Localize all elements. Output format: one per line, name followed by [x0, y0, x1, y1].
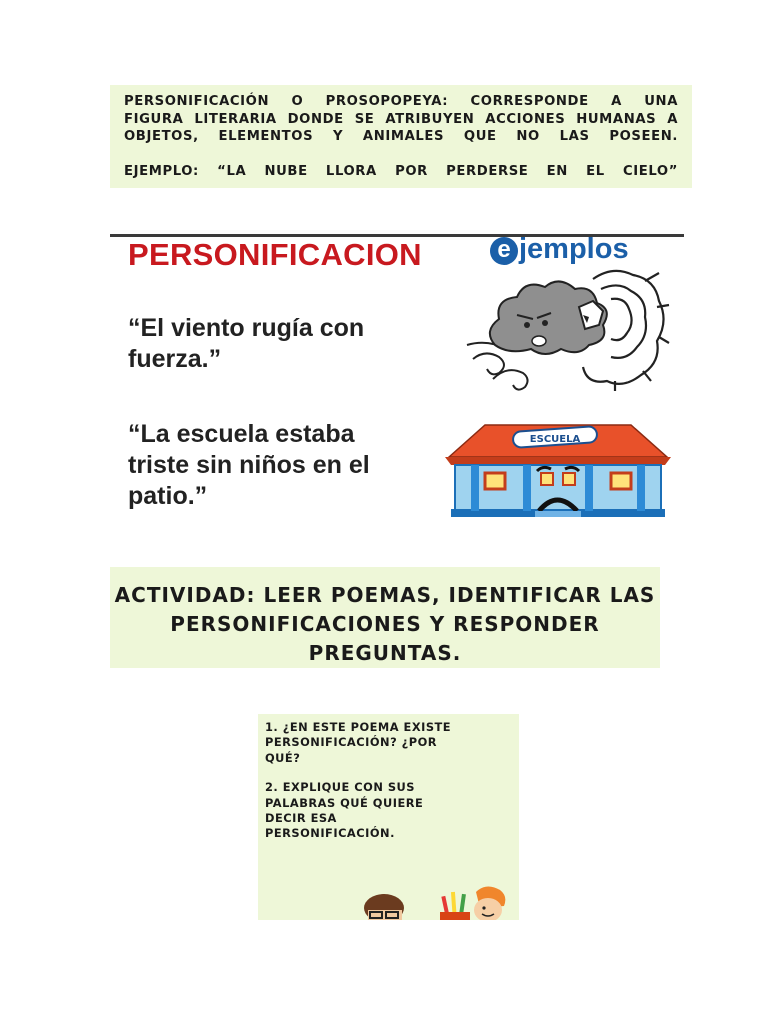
- quote-school: [128, 419, 458, 512]
- question-2-line-1: 2. EXPLIQUE CON SUS: [265, 780, 416, 795]
- quote-school-line-1: “La escuela estaba: [128, 420, 355, 448]
- activity-line-3: PREGUNTAS.: [308, 641, 462, 665]
- activity-line-2: PERSONIFICACIONES Y RESPONDER: [170, 612, 600, 636]
- question-2-line-2: PALABRAS QUÉ QUIERE: [265, 795, 424, 810]
- quote-wind-line-2: fuerza.”: [128, 345, 222, 373]
- activity-box: [110, 567, 660, 668]
- school-sign-text: ESCUELA: [529, 434, 581, 445]
- ejemplos-logo-letter: e: [490, 237, 518, 265]
- ejemplos-logo-text: jemplos: [519, 233, 629, 265]
- quote-wind-line-1: “El viento rugía con: [128, 314, 365, 342]
- activity-line-1: ACTIVIDAD: LEER POEMAS, IDENTIFICAR LAS: [114, 583, 656, 607]
- question-1-line-1: 1. ¿EN ESTE POEMA EXISTE: [265, 720, 452, 734]
- examples-title: PERSONIFICACION: [128, 237, 422, 272]
- question-2-line-4: PERSONIFICACIÓN.: [265, 826, 395, 841]
- question-2-line-3: DECIR ESA: [265, 811, 337, 826]
- definition-example: EJEMPLO: “LA NUBE LLORA POR PERDERSE EN EL CIELO”: [124, 163, 678, 179]
- quote-wind: [128, 313, 458, 375]
- kids-illustration: [358, 882, 508, 920]
- definition-line-1: PERSONIFICACIÓN O PROSOPOPEYA: CORRESPONDE A UNA: [124, 94, 678, 109]
- definition-box: [110, 85, 692, 188]
- question-1-line-3: QUÉ?: [265, 750, 301, 765]
- wind-lion-illustration: [465, 267, 670, 392]
- definition-line-3: OBJETOS, ELEMENTOS Y ANIMALES QUE NO LAS POSEEN.: [124, 129, 678, 144]
- ejemplos-logo: [490, 233, 629, 266]
- sad-school-illustration: [445, 419, 671, 519]
- questions-box: [258, 714, 519, 920]
- quote-school-line-2: triste sin niños en el: [128, 451, 370, 479]
- definition-line-2: FIGURA LITERARIA DONDE SE ATRIBUYEN ACCIONES HUMANAS A: [124, 111, 678, 127]
- question-1-line-2: PERSONIFICACIÓN? ¿POR: [265, 735, 438, 750]
- examples-panel: [110, 234, 684, 520]
- quote-school-line-3: patio.”: [128, 482, 208, 510]
